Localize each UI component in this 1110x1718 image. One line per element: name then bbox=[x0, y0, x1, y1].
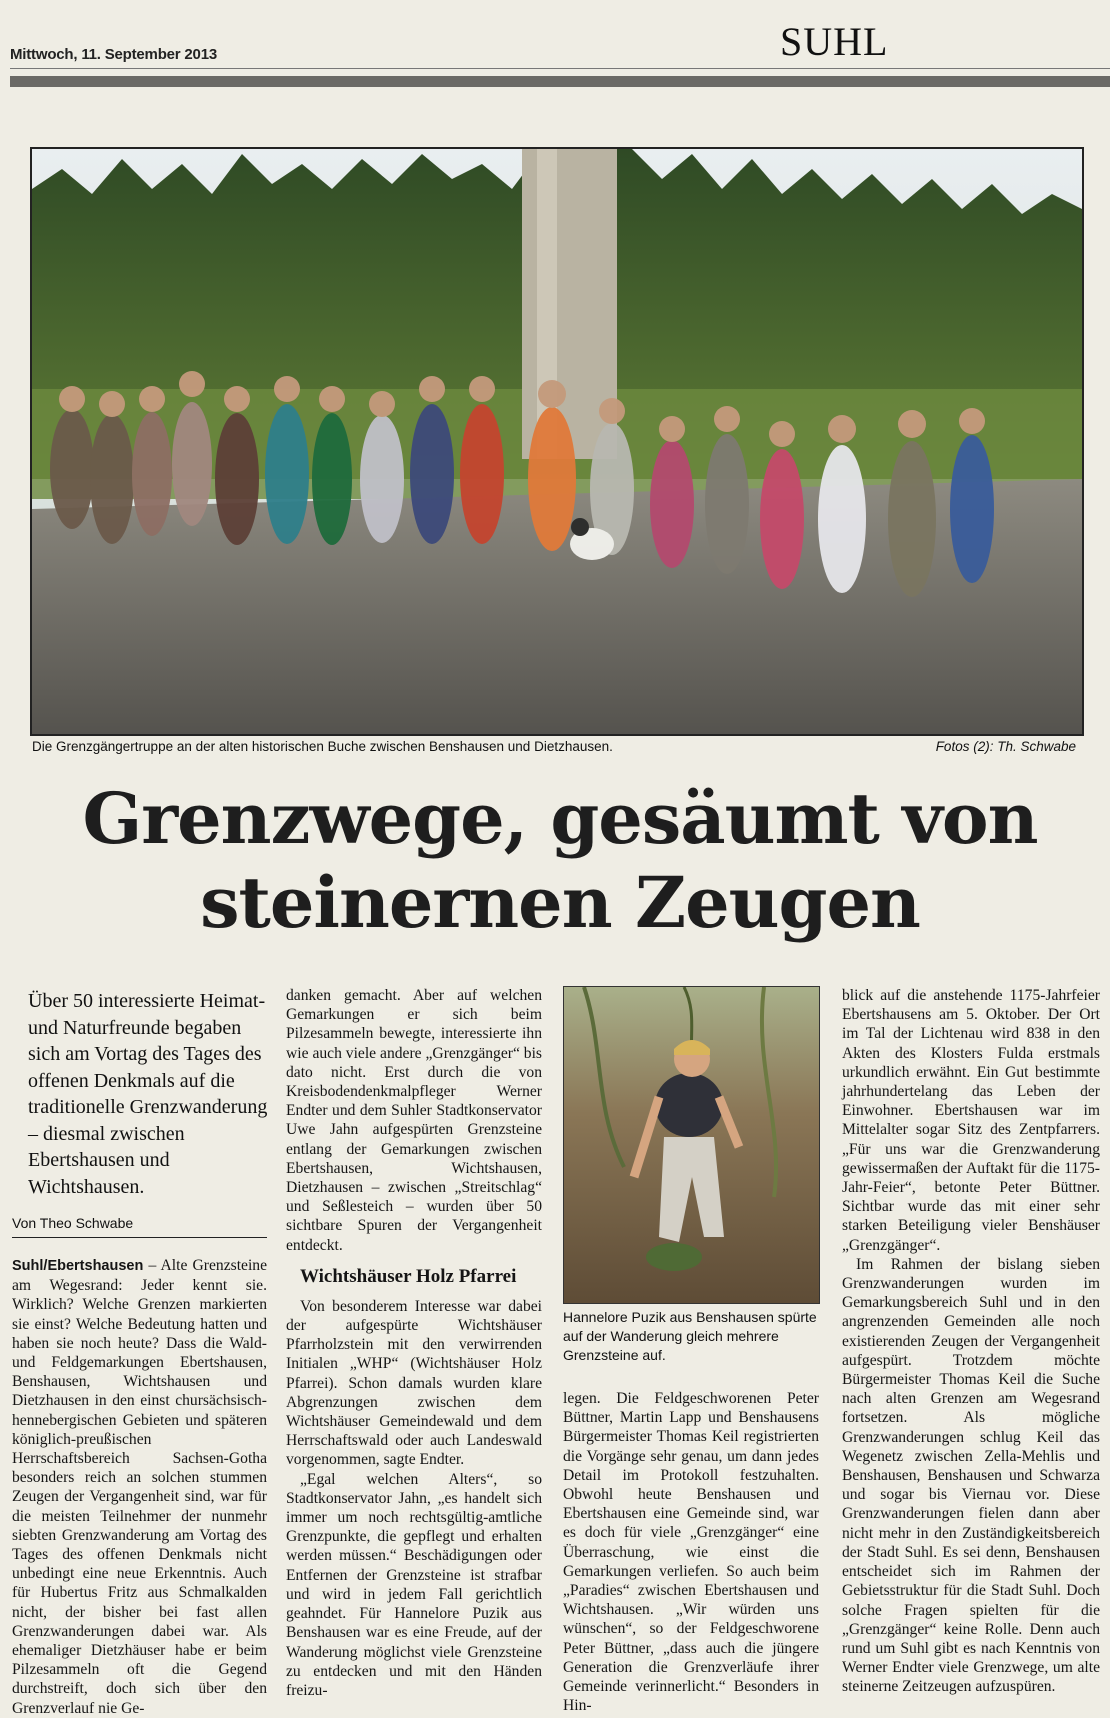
headline-line-1: Grenzwege, gesäumt von bbox=[82, 777, 1038, 860]
header-rule bbox=[10, 76, 1110, 87]
hiker-photo bbox=[563, 986, 820, 1304]
column-2-paragraph-2: Von besonderem Interesse war dabei der aufgespürte Wichtshäuser Pfarrholzstein mit den verwirrenden Initialen „WHP“ (Wichtshäuser Holz Pfarrei). Schon damals wurden klare Abgrenzungen zwischen dem Wichtshäuser Gemeindewald und dem Herrschaftswald oder auch Landeswald vorgenommen, sagte Endter. bbox=[286, 1297, 542, 1469]
article-teaser: Über 50 interessierte Heimat- und Naturfreunde begaben sich am Vortag des Tages des offenen Denkmals auf die traditionelle Grenzwanderung – diesmal zwischen Ebertshausen und Wichtshausen. bbox=[28, 990, 268, 1198]
byline: Von Theo Schwabe bbox=[12, 1215, 267, 1238]
header-thin-rule bbox=[10, 68, 1110, 69]
hiker-photo-caption: Hannelore Puzik aus Benshausen spürte auf der Wanderung gleich mehrere Grenzsteine auf. bbox=[563, 1309, 817, 1363]
article-headline bbox=[60, 778, 1060, 946]
article-column-4 bbox=[842, 986, 1100, 1697]
photo-credit: Fotos (2): Th. Schwabe bbox=[935, 739, 1076, 754]
subheading: Wichtshäuser Holz Pfarrei bbox=[300, 1265, 517, 1287]
group-photo bbox=[30, 147, 1084, 736]
main-photo-caption: Die Grenzgängertruppe an der alten historischen Buche zwischen Benshausen und Dietzhausen. bbox=[32, 739, 613, 754]
article-column-2 bbox=[286, 986, 542, 1700]
column-4-paragraph-2: Im Rahmen der bislang sieben Grenzwanderungen wurden im Gemarkungsbereich Suhl und in den angrenzenden Gemeinden alle noch existierenden Zeugen der Vergangenheit aufgespürt. Trotzdem möchte Bürgermeister Thomas Keil die Suche nach alten Grenzen am Wegesrand fortsetzen. Als mögliche Grenzwanderungen schlug Keil das Wegenetz zwischen Zella-Mehlis und Benshausen, Benshausen und Schwarza und sogar bis Viernau vor. Diese Grenzwanderungen fielen dann aber nicht mehr in den Zuständigkeitsbereich der Stadt Suhl. Es sei denn, Benshausen entscheidet sich im Rahmen der Gebietsstruktur für die Stadt Suhl. Doch solche Fragen spielten für die „Grenzgänger“ keine Rolle. Denn auch rund um Suhl gibt es nach Kenntnis von Werner Endter viele Grenzwege, um alte steinerne Zeitzeugen aufzuspüren. bbox=[842, 1255, 1100, 1696]
column-4-paragraph-1: blick auf die anstehende 1175-Jahrfeier Ebertshausens am 5. Oktober. Der Ort im Tal der Lichtenau wird 838 in den Akten des Klosters Fulda erstmals urkundlich erwähnt. Ein Gut bestimmte jahrhundertelang das Leben der Einwohner. Ebertshausen war im Mittelalter sogar Sitz des Zentpfarrers. „Für uns war die Grenzwanderung gewissermaßen der Auftakt für die 1175-Jahr-Feier“, betonte Peter Büttner. Sichtbar wurde das mit einer sehr starken Beteiligung vieler Benshäuser „Grenzgänger“. bbox=[842, 987, 1100, 1254]
dateline: Suhl/Ebertshausen bbox=[12, 1258, 144, 1274]
section-title: SUHL bbox=[780, 19, 889, 64]
article-column-1 bbox=[12, 1256, 267, 1718]
column-2-paragraph-3: „Egal welchen Alters“, so Stadtkonservator Jahn, „es handelt sich immer um noch rechtsgültig-amtliche Grenzpunkte, die gepflegt und erhalten werden müssen.“ Beschädigungen oder Entfernen der Grenzsteine ist strafbar und wird in jedem Fall gerichtlich geahndet. Für Hannelore Puzik aus Benshausen war es eine Freude, auf der Wanderung möglichst viele Grenzsteine zu entdecken und mit den Händen freizu- bbox=[286, 1470, 542, 1699]
column-1-text: – Alte Grenzsteine am Wegesrand: Jeder kennt sie. Wirklich? Welche Grenzen markierten sie einst? Welche Bedeutung hatten und haben sie noch heute? Dass die Wald- und Feldgemarkungen Ebertshausen, Benshausen, Wichtshausen und Dietzhausen in den einst chursächsisch-hennebergischen Gebieten und späteren königlich-preußischen Herrschaftsbereich Sachsen-Gotha besonders reich an solchen stummen Zeugen der Vergangenheit sind, war für die meisten Teilnehmer der nunmehr siebten Grenzwanderung am Vortag des Tages des offenen Denkmals nicht unbedingt eine neue Erkenntnis. Auch für Hubertus Fritz aus Schmalkalden nicht, der bisher bei fast allen Grenzwanderungen dabei war. Als ehemaliger Dietzhäuser habe er beim Pilzesammeln oft die Gegend durchstreift, doch sich über den Grenzverlauf nie Ge- bbox=[12, 1257, 267, 1717]
column-2-paragraph-1: danken gemacht. Aber auf welchen Gemarkungen er sich beim Pilzesammeln bewegte, interessierte ihn wie auch viele andere „Grenzgänger“ bis dato nicht. Erst durch die von Kreisbodendenkmalpfleger Werner Endter und dem Suhler Stadtkonservator Uwe Jahn aufgespürten Grenzsteine entlang der Gemarkungen zwischen Ebertshausen, Wichtshausen, Dietzhausen – zwischen „Streitschlag“ und Seßlesteich – wurden über 50 sichtbare Spuren der Vergangenheit entdeckt. bbox=[286, 987, 542, 1254]
article-column-3 bbox=[563, 1389, 819, 1715]
column-1-paragraph bbox=[12, 1256, 267, 1718]
issue-date: Mittwoch, 11. September 2013 bbox=[10, 46, 217, 63]
column-3-paragraph: legen. Die Feldgeschworenen Peter Büttner, Martin Lapp und Benshausens Bürgermeister Thomas Keil registrierten die Vorgänge sehr genau, um dann jedes Detail im Protokoll festzuhalten. Obwohl heute Benshausen und Ebertshausen eine Gemeinde sind, war es doch für viele „Grenzgänger“ eine Überraschung, wie einst die Gemarkungen verliefen. So auch beim „Paradies“ zwischen Ebertshausen und Wichtshausen. „Wir würden uns wünschen“, so der Feldgeschworene Peter Büttner, „dass auch die jüngere Generation die Grenzverläufe ihrer Gemeinde verinnerlicht.“ Besonders in Hin- bbox=[563, 1390, 819, 1715]
headline-line-2: steinernen Zeugen bbox=[200, 861, 920, 944]
